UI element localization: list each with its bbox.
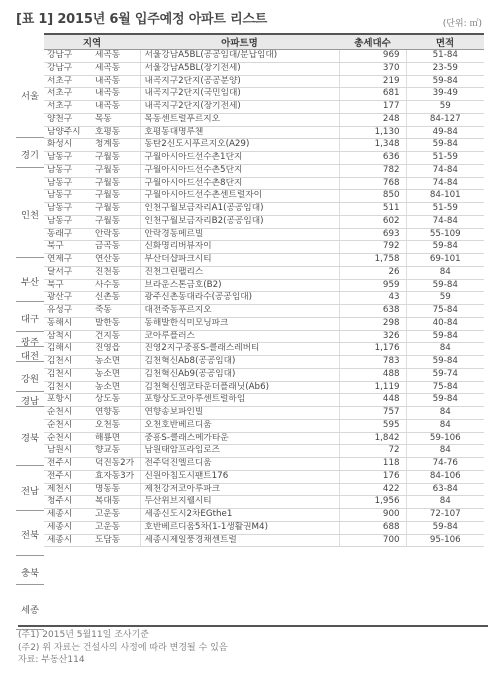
region-label: 부산 (21, 276, 39, 288)
table-row (44, 381, 484, 394)
apartment-name-cell: 연향송보파인빌 (140, 407, 339, 420)
units-cell: 422 (339, 483, 406, 496)
table-row (44, 419, 484, 432)
apartment-name-cell: 진천그린팰리스 (140, 266, 339, 279)
header-region: 지역 (44, 35, 140, 50)
apartment-name-cell: 호반베르디움5차(1-1생활권M4) (140, 521, 339, 534)
dong-cell: 내곡동 (92, 101, 140, 114)
apartment-name-cell: 오천호반베르디움 (140, 419, 339, 432)
region-label: 경남 (21, 396, 39, 408)
region-divider (16, 346, 44, 347)
district-cell: 순천시 (44, 432, 92, 445)
units-cell: 298 (339, 317, 406, 330)
region-divider (16, 257, 44, 258)
apartment-name-cell: 중흥S-클래스메가타운 (140, 432, 339, 445)
area-cell: 40-84 (406, 317, 484, 330)
region-divider (16, 167, 44, 168)
region-divider (16, 301, 44, 302)
district-cell: 남동구 (44, 177, 92, 190)
area-cell: 59-84 (406, 330, 484, 343)
district-cell: 화성시 (44, 139, 92, 152)
area-cell: 84-101 (406, 190, 484, 203)
dong-cell: 발한동 (92, 317, 140, 330)
units-cell: 1,119 (339, 381, 406, 394)
area-cell: 74-84 (406, 215, 484, 228)
table-row (44, 317, 484, 330)
district-cell: 남양주시 (44, 126, 92, 139)
units-cell: 326 (339, 330, 406, 343)
header-units: 총세대수 (339, 35, 406, 50)
apartment-name-cell: 목동센트럴푸르지오 (140, 113, 339, 126)
region-divider (16, 465, 44, 466)
dong-cell: 건지동 (92, 330, 140, 343)
units-cell: 511 (339, 203, 406, 216)
apartment-name-cell: 구월아시아드선수촌1단지 (140, 152, 339, 165)
region-divider (16, 361, 44, 362)
region-label: 대구 (21, 314, 39, 326)
dong-cell: 호평동 (92, 126, 140, 139)
dong-cell: 연산동 (92, 254, 140, 267)
region-label: 전남 (21, 485, 39, 497)
district-cell: 양천구 (44, 113, 92, 126)
apartment-name-cell: 내곡지구2단지(장기전세) (140, 101, 339, 114)
table-row (44, 139, 484, 152)
table-row (44, 458, 484, 471)
district-cell: 제천시 (44, 483, 92, 496)
area-cell: 84 (406, 407, 484, 420)
region-label: 광주 (21, 336, 39, 348)
apartment-name-cell: 부산더샵파크시티 (140, 254, 339, 267)
table-row (44, 113, 484, 126)
dong-cell: 구월동 (92, 152, 140, 165)
units-cell: 488 (339, 368, 406, 381)
table-row (44, 483, 484, 496)
area-cell: 59-84 (406, 521, 484, 534)
area-cell: 95-106 (406, 534, 484, 547)
apartment-name-cell: 구월아시아드선수촌5단지 (140, 164, 339, 177)
area-cell: 84 (406, 445, 484, 458)
dong-cell: 농소면 (92, 368, 140, 381)
dong-cell: 세곡동 (92, 50, 140, 63)
apartment-name-cell: 세종시제일풍경채센트럴 (140, 534, 339, 547)
district-cell: 북구 (44, 241, 92, 254)
apartment-name-cell: 브라운스톤금호(B2) (140, 279, 339, 292)
units-cell: 448 (339, 394, 406, 407)
district-cell: 남동구 (44, 215, 92, 228)
apartment-name-cell: 제천강저코아루파크 (140, 483, 339, 496)
region-divider (16, 137, 44, 138)
district-cell: 서초구 (44, 101, 92, 114)
dong-cell: 고운동 (92, 509, 140, 522)
units-cell: 219 (339, 75, 406, 88)
units-cell: 638 (339, 305, 406, 318)
table-row (44, 101, 484, 114)
dong-cell: 구월동 (92, 190, 140, 203)
table-row (44, 164, 484, 177)
note-2: (주2) 위 자료는 건설사의 사정에 따라 변경될 수 있음 (18, 642, 228, 653)
units-cell: 595 (339, 419, 406, 432)
apartment-name-cell: 구월아시아드선수촌센트럴자이 (140, 190, 339, 203)
apartment-name-cell: 두산위브지웰시티 (140, 496, 339, 509)
table-row (44, 407, 484, 420)
dong-cell: 신촌동 (92, 292, 140, 305)
district-cell: 순천시 (44, 419, 92, 432)
dong-cell: 덕진동2가 (92, 458, 140, 471)
district-cell: 남동구 (44, 164, 92, 177)
region-label: 경북 (21, 433, 39, 445)
dong-cell: 농소면 (92, 356, 140, 369)
apartment-name-cell: 서울강남A5BL(공공임대/분납임대) (140, 50, 339, 63)
units-cell: 43 (339, 292, 406, 305)
table-row (44, 394, 484, 407)
apartment-name-cell: 광주신촌동대라수(공공임대) (140, 292, 339, 305)
district-cell: 남원시 (44, 445, 92, 458)
dong-cell: 청계동 (92, 139, 140, 152)
area-cell: 74-76 (406, 458, 484, 471)
apartment-name-cell: 남원태암프라임로즈 (140, 445, 339, 458)
source-note: 자료: 부동산114 (18, 655, 85, 665)
table-row (44, 343, 484, 356)
district-cell: 서초구 (44, 75, 92, 88)
table-title: [표 1] 2015년 6월 입주예정 아파트 리스트 (16, 12, 268, 27)
table-row (44, 190, 484, 203)
area-cell: 49-84 (406, 126, 484, 139)
dong-cell: 사수동 (92, 279, 140, 292)
region-label: 인천 (21, 209, 39, 221)
units-cell: 636 (339, 152, 406, 165)
district-cell: 순천시 (44, 407, 92, 420)
units-cell: 959 (339, 279, 406, 292)
dong-cell: 구월동 (92, 164, 140, 177)
apartment-name-cell: 인천구월보금자리A1(공공임대) (140, 203, 339, 216)
region-label: 대전 (21, 351, 39, 363)
table-row (44, 305, 484, 318)
header-apt: 아파트명 (140, 35, 339, 50)
dong-cell: 고운동 (92, 521, 140, 534)
area-cell: 51-59 (406, 203, 484, 216)
dong-cell: 세곡동 (92, 62, 140, 75)
table-row (44, 445, 484, 458)
units-cell: 1,130 (339, 126, 406, 139)
district-cell: 강남구 (44, 50, 92, 63)
dong-cell: 진천동 (92, 266, 140, 279)
table-footer (18, 625, 488, 667)
area-cell: 51-59 (406, 152, 484, 165)
dong-cell: 오천동 (92, 419, 140, 432)
area-cell: 59-84 (406, 394, 484, 407)
units-cell: 602 (339, 215, 406, 228)
district-cell: 강남구 (44, 62, 92, 75)
units-cell: 792 (339, 241, 406, 254)
dong-cell: 해룡면 (92, 432, 140, 445)
area-cell: 63-84 (406, 483, 484, 496)
area-cell: 51-84 (406, 50, 484, 63)
apartment-name-cell: 신화명리버뷰자이 (140, 241, 339, 254)
table-row (44, 241, 484, 254)
table-row (44, 279, 484, 292)
district-cell: 전주시 (44, 458, 92, 471)
area-cell: 84 (406, 496, 484, 509)
region-label: 충북 (21, 567, 39, 579)
district-cell: 동해시 (44, 317, 92, 330)
dong-cell: 죽동 (92, 305, 140, 318)
units-cell: 1,176 (339, 343, 406, 356)
area-cell: 84 (406, 266, 484, 279)
table-row (44, 88, 484, 101)
table-row (44, 75, 484, 88)
dong-cell: 안락동 (92, 228, 140, 241)
area-cell: 59-84 (406, 75, 484, 88)
unit-label: (단위: ㎡) (442, 19, 482, 29)
units-cell: 850 (339, 190, 406, 203)
area-cell: 59-84 (406, 356, 484, 369)
apartment-name-cell: 대전죽동푸르지오 (140, 305, 339, 318)
note-1: (주1) 2015년 5월11일 조사기준 (18, 630, 149, 640)
units-cell: 1,956 (339, 496, 406, 509)
region-divider (16, 584, 44, 585)
apartment-name-cell: 신원아침도시팬트176 (140, 470, 339, 483)
district-cell: 김천시 (44, 381, 92, 394)
dong-cell: 상도동 (92, 394, 140, 407)
units-cell: 1,842 (339, 432, 406, 445)
units-cell: 248 (339, 113, 406, 126)
units-cell: 370 (339, 62, 406, 75)
table-row (44, 266, 484, 279)
units-cell: 1,348 (339, 139, 406, 152)
apartment-name-cell: 내곡지구2단지(국민임대) (140, 88, 339, 101)
apartment-table (44, 35, 484, 547)
dong-cell: 도담동 (92, 534, 140, 547)
units-cell: 782 (339, 164, 406, 177)
dong-cell: 복대동 (92, 496, 140, 509)
table-row (44, 215, 484, 228)
region-label: 세종 (21, 604, 39, 616)
district-cell: 김천시 (44, 356, 92, 369)
dong-cell: 명동동 (92, 483, 140, 496)
units-cell: 688 (339, 521, 406, 534)
apartment-name-cell: 세종신도시2차EGthe1 (140, 509, 339, 522)
district-cell: 동래구 (44, 228, 92, 241)
area-cell: 84-127 (406, 113, 484, 126)
district-cell: 삼척시 (44, 330, 92, 343)
area-cell: 59-74 (406, 368, 484, 381)
apartment-name-cell: 서울강남A5BL(장기전세) (140, 62, 339, 75)
district-cell: 세종시 (44, 521, 92, 534)
district-cell: 북구 (44, 279, 92, 292)
district-cell: 유성구 (44, 305, 92, 318)
apartment-name-cell: 김천혁신Ab8(공공임대) (140, 356, 339, 369)
units-cell: 681 (339, 88, 406, 101)
area-cell: 74-84 (406, 164, 484, 177)
dong-cell: 효자동3가 (92, 470, 140, 483)
table-row (44, 470, 484, 483)
units-cell: 757 (339, 407, 406, 420)
table-row (44, 534, 484, 547)
table-frame (44, 33, 484, 547)
area-cell: 59 (406, 292, 484, 305)
table-row (44, 62, 484, 75)
apartment-name-cell: 구월아시아드선수촌8단지 (140, 177, 339, 190)
table-row (44, 521, 484, 534)
dong-cell: 금곡동 (92, 241, 140, 254)
area-cell: 59-84 (406, 279, 484, 292)
units-cell: 783 (339, 356, 406, 369)
apartment-name-cell: 진영2지구중흥S-클래스레버티 (140, 343, 339, 356)
table-row (44, 330, 484, 343)
table-row (44, 50, 484, 63)
table-row (44, 509, 484, 522)
table-row (44, 254, 484, 267)
district-cell: 달서구 (44, 266, 92, 279)
table-row (44, 228, 484, 241)
apartment-name-cell: 김천혁신엠코타운더플래닛(Ab6) (140, 381, 339, 394)
units-cell: 900 (339, 509, 406, 522)
units-cell: 118 (339, 458, 406, 471)
district-cell: 포항시 (44, 394, 92, 407)
apartment-name-cell: 포항상도코아루센트럴하임 (140, 394, 339, 407)
region-divider (16, 406, 44, 407)
district-cell: 김해시 (44, 343, 92, 356)
table-row (44, 126, 484, 139)
area-cell: 75-84 (406, 305, 484, 318)
area-cell: 84 (406, 343, 484, 356)
table-header-row (44, 35, 484, 50)
apartment-name-cell: 안락경동메르빌 (140, 228, 339, 241)
region-divider (16, 331, 44, 332)
units-cell: 72 (339, 445, 406, 458)
units-cell: 1,758 (339, 254, 406, 267)
region-divider (16, 555, 44, 556)
district-cell: 광산구 (44, 292, 92, 305)
units-cell: 768 (339, 177, 406, 190)
district-cell: 연제구 (44, 254, 92, 267)
header-area: 면적 (406, 35, 484, 50)
area-cell: 74-84 (406, 177, 484, 190)
table-row (44, 203, 484, 216)
area-cell: 23-59 (406, 62, 484, 75)
district-cell: 세종시 (44, 509, 92, 522)
units-cell: 693 (339, 228, 406, 241)
units-cell: 700 (339, 534, 406, 547)
table-row (44, 177, 484, 190)
table-row (44, 368, 484, 381)
table-row (44, 152, 484, 165)
region-label: 강원 (21, 373, 39, 385)
region-label: 경기 (21, 150, 39, 162)
dong-cell: 내곡동 (92, 75, 140, 88)
dong-cell: 농소면 (92, 381, 140, 394)
area-cell: 39-49 (406, 88, 484, 101)
apartment-name-cell: 전주덕진엘르디움 (140, 458, 339, 471)
apartment-name-cell: 코아루플러스 (140, 330, 339, 343)
region-divider (16, 391, 44, 392)
area-cell: 59 (406, 101, 484, 114)
area-cell: 59-84 (406, 241, 484, 254)
district-cell: 세종시 (44, 534, 92, 547)
area-cell: 75-84 (406, 381, 484, 394)
district-cell: 남동구 (44, 190, 92, 203)
apartment-name-cell: 호평동대명루첸 (140, 126, 339, 139)
dong-cell: 연향동 (92, 407, 140, 420)
table-row (44, 356, 484, 369)
table-row (44, 292, 484, 305)
table-row (44, 496, 484, 509)
district-cell: 남동구 (44, 152, 92, 165)
district-cell: 청주시 (44, 496, 92, 509)
district-cell: 전주시 (44, 470, 92, 483)
apartment-name-cell: 동탄2신도시푸르지오(A29) (140, 139, 339, 152)
area-cell: 84-106 (406, 470, 484, 483)
apartment-name-cell: 동해발한식미모닝파크 (140, 317, 339, 330)
district-cell: 김천시 (44, 368, 92, 381)
dong-cell: 내곡동 (92, 88, 140, 101)
district-cell: 남동구 (44, 203, 92, 216)
district-cell: 서초구 (44, 88, 92, 101)
area-cell: 59-106 (406, 432, 484, 445)
dong-cell: 진영읍 (92, 343, 140, 356)
region-label: 서울 (21, 90, 39, 102)
apartment-name-cell: 김천혁신Ab9(공공임대) (140, 368, 339, 381)
units-cell: 176 (339, 470, 406, 483)
dong-cell: 목동 (92, 113, 140, 126)
apartment-name-cell: 인천구월보금자리B2(공공임대) (140, 215, 339, 228)
dong-cell: 구월동 (92, 215, 140, 228)
area-cell: 59-84 (406, 139, 484, 152)
dong-cell: 향교동 (92, 445, 140, 458)
apartment-name-cell: 내곡지구2단지(공공분양) (140, 75, 339, 88)
area-cell: 69-101 (406, 254, 484, 267)
units-cell: 26 (339, 266, 406, 279)
area-cell: 72-107 (406, 509, 484, 522)
units-cell: 969 (339, 50, 406, 63)
region-label: 전북 (21, 530, 39, 542)
area-cell: 84 (406, 419, 484, 432)
dong-cell: 구월동 (92, 177, 140, 190)
region-divider (16, 510, 44, 511)
table-row (44, 432, 484, 445)
units-cell: 177 (339, 101, 406, 114)
dong-cell: 구월동 (92, 203, 140, 216)
area-cell: 55-109 (406, 228, 484, 241)
